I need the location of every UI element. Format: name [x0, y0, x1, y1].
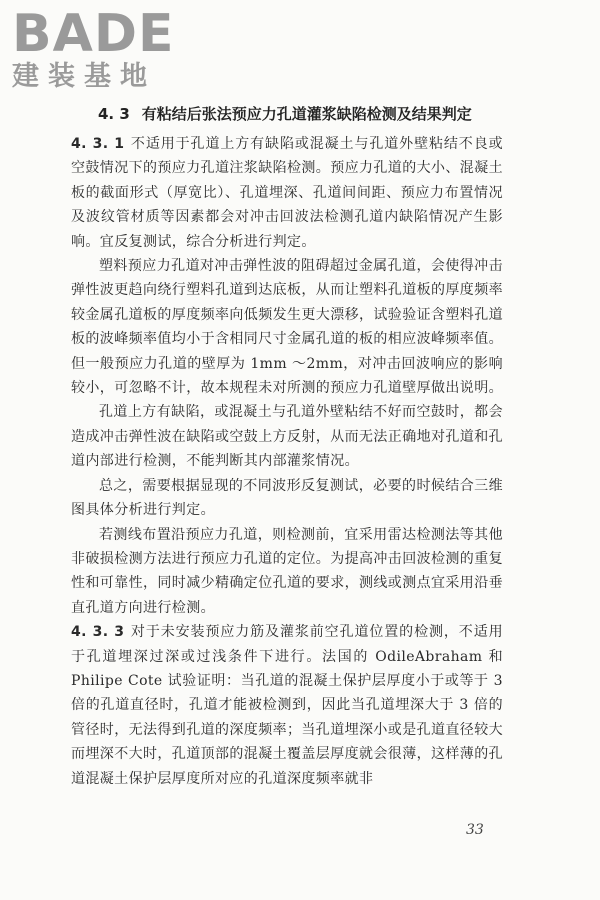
paragraph-text: 塑料预应力孔道对冲击弹性波的阻碍超过金属孔道，会使得冲击弹性波更趋向绕行塑料孔道到达底板，从而让塑料孔道板的厚度频率较金属孔道板的厚度频率向低频发生更大漂移，试验验证含塑料孔道板的波峰频率值均小于含相同尺寸金属孔道的板的相应波峰频率值。但一般预应力孔道的壁厚为 1mm ～2mm，对冲击回波响应的影响较小，可忽略不计，故本规程未对所测的预应力孔道壁厚做出说明。	[71, 258, 503, 397]
logo-subtitle: 建装基地	[12, 61, 156, 92]
paragraph-text: 总之，需要根据显现的不同波形反复测试，必要的时候结合三维图具体分析进行判定。	[71, 477, 503, 519]
paragraph	[71, 474, 503, 523]
paragraph-text: 对于未安装预应力筋及灌浆前空孔道位置的检测，不适用于孔道埋深过深或过浅条件下进行。法国的 OdileAbraham 和 Philipe Cote 试验证明：当孔道的混凝土保护层厚度小于或等于 3 倍的孔道直径时，孔道才能被检测到，因此当孔道埋深大于 3 倍的管径时，无法得到孔道的深度频率；当孔道埋深小或是孔道直径较大而埋深不大时，孔道顶部的混凝土覆盖层厚度就会很薄，这样薄的孔道混凝土保护层厚度所对应的孔道深度频率就非	[71, 624, 503, 787]
paragraph	[71, 400, 503, 473]
paragraph-text: 不适用于孔道上方有缺陷或混凝土与孔道外壁粘结不良或空鼓情况下的预应力孔道注浆缺陷检测。预应力孔道的大小、混凝土板的截面形式（厚宽比）、孔道埋深、孔道间间距、预应力布置情况及波纹管材质等因素都会对冲击回波法检测孔道内缺陷情况产生影响。宜反复测试，综合分析进行判定。	[71, 136, 503, 250]
clause-number: 4. 3. 1	[71, 136, 125, 152]
paragraph	[71, 523, 503, 621]
section-number: 4. 3	[98, 105, 130, 123]
page-number: 33	[466, 822, 484, 838]
logo-wordmark: BADE	[12, 4, 175, 64]
body-text	[71, 132, 503, 791]
paragraph-clause-4-3-1	[71, 132, 503, 254]
paragraph-text: 若测线布置沿预应力孔道，则检测前，宜采用雷达检测法等其他非破损检测方法进行预应力孔道的定位。为提高冲击回波检测的重复性和可靠性，同时减少精确定位孔道的要求，测线或测点宜采用沿垂直孔道方向进行检测。	[71, 526, 503, 616]
paragraph-text: 孔道上方有缺陷，或混凝土与孔道外壁粘结不好而空鼓时，都会造成冲击弹性波在缺陷或空鼓上方反射，从而无法正确地对孔道和孔道内部进行检测，不能判断其内部灌浆情况。	[71, 404, 503, 470]
paragraph-clause-4-3-3	[71, 620, 503, 791]
brand-logo	[12, 4, 187, 92]
section-heading	[98, 103, 472, 124]
clause-number: 4. 3. 3	[71, 624, 125, 641]
paragraph	[71, 254, 503, 400]
section-title-text: 有粘结后张法预应力孔道灌浆缺陷检测及结果判定	[141, 105, 472, 123]
